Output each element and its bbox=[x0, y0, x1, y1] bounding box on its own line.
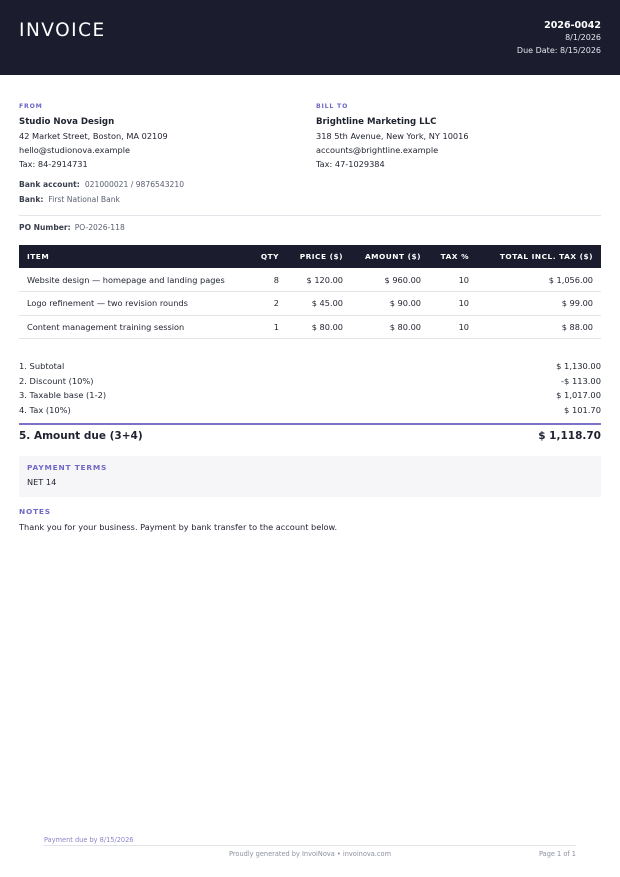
cell-tax: 10 bbox=[429, 315, 477, 339]
discount-row bbox=[19, 374, 601, 389]
footer-payment-due: Payment due by 8/15/2026 bbox=[44, 836, 134, 844]
table-row bbox=[19, 268, 601, 292]
discount-label: 2. Discount (10%) bbox=[19, 375, 94, 386]
cell-qty: 1 bbox=[249, 315, 287, 339]
notes-section bbox=[19, 507, 337, 532]
due-date: Due Date: 8/15/2026 bbox=[516, 45, 601, 55]
bank-account-row bbox=[19, 178, 184, 193]
taxable-base-row bbox=[19, 388, 601, 403]
cell-amount: $ 80.00 bbox=[351, 315, 429, 339]
cell-item: Logo refinement — two revision rounds bbox=[19, 292, 249, 316]
cell-item: Content management training session bbox=[19, 315, 249, 339]
bank-account-label: Bank account: bbox=[19, 180, 80, 189]
subtotal-row bbox=[19, 359, 601, 374]
bill-to-name: Brightline Marketing LLC bbox=[316, 117, 437, 127]
from-email: hello@studionova.example bbox=[19, 145, 131, 155]
bill-to-address: 318 5th Avenue, New York, NY 10016 bbox=[316, 131, 469, 141]
cell-qty: 8 bbox=[249, 268, 287, 292]
table-row bbox=[19, 292, 601, 316]
from-label: FROM bbox=[19, 103, 43, 110]
tax-value: $ 101.70 bbox=[564, 405, 601, 416]
payment-terms-box bbox=[19, 456, 601, 497]
subtotal-value: $ 1,130.00 bbox=[556, 361, 601, 371]
invoice-date: 8/1/2026 bbox=[565, 33, 601, 42]
from-address: 42 Market Street, Boston, MA 02109 bbox=[19, 131, 168, 141]
cell-total: $ 99.00 bbox=[477, 292, 601, 316]
subtotal-label: 1. Subtotal bbox=[19, 361, 65, 371]
po-value: PO-2026-118 bbox=[74, 223, 125, 232]
bank-name-row bbox=[19, 193, 184, 208]
col-header-qty: QTY bbox=[249, 245, 287, 268]
amount-due-label: 5. Amount due (3+4) bbox=[19, 430, 143, 442]
invoice-number: 2026-0042 bbox=[544, 20, 601, 31]
tax-row bbox=[19, 403, 601, 418]
bank-account-value: 021000021 / 9876543210 bbox=[84, 180, 185, 189]
amount-due-row bbox=[19, 430, 601, 442]
bill-to-email: accounts@brightline.example bbox=[316, 145, 439, 155]
payment-terms-label: PAYMENT TERMS bbox=[27, 463, 108, 472]
col-header-total: TOTAL INCL. TAX ($) bbox=[477, 245, 601, 268]
col-header-amount: AMOUNT ($) bbox=[351, 245, 429, 268]
cell-tax: 10 bbox=[429, 292, 477, 316]
taxable-base-label: 3. Taxable base (1-2) bbox=[19, 390, 107, 401]
line-items-table bbox=[19, 245, 601, 339]
po-number bbox=[19, 223, 125, 232]
po-label: PO Number: bbox=[19, 223, 71, 232]
from-section bbox=[19, 103, 299, 171]
col-header-price: PRICE ($) bbox=[287, 245, 351, 268]
bill-to-section bbox=[316, 103, 596, 171]
tax-label: 4. Tax (10%) bbox=[19, 405, 71, 416]
invoice-header bbox=[0, 0, 620, 75]
cell-qty: 2 bbox=[249, 292, 287, 316]
cell-total: $ 88.00 bbox=[477, 315, 601, 339]
cell-item: Website design — homepage and landing pages bbox=[19, 268, 249, 292]
invoice-title: INVOICE bbox=[19, 20, 106, 41]
from-tax: Tax: 84-2914731 bbox=[19, 159, 88, 169]
footer-page-number: Page 1 of 1 bbox=[539, 850, 576, 858]
notes-text: Thank you for your business. Payment by bank transfer to the account below. bbox=[19, 522, 338, 532]
bank-label: Bank: bbox=[19, 194, 44, 204]
cell-tax: 10 bbox=[429, 268, 477, 292]
table-row bbox=[19, 315, 601, 339]
bill-to-label: BILL TO bbox=[316, 103, 349, 110]
col-header-tax: TAX % bbox=[429, 245, 477, 268]
totals-section bbox=[19, 359, 601, 418]
invoice-meta bbox=[517, 20, 601, 57]
table-header-row bbox=[19, 245, 601, 268]
cell-amount: $ 960.00 bbox=[351, 268, 429, 292]
col-header-item: ITEM bbox=[19, 245, 249, 268]
taxable-base-value: $ 1,017.00 bbox=[556, 390, 601, 401]
from-name: Studio Nova Design bbox=[19, 117, 115, 127]
divider bbox=[19, 215, 601, 216]
footer-generated-by: Proudly generated by InvoiNova • invoinova.com bbox=[229, 850, 391, 858]
notes-label: NOTES bbox=[19, 507, 51, 516]
payment-terms-value: NET 14 bbox=[27, 477, 57, 487]
cell-amount: $ 90.00 bbox=[351, 292, 429, 316]
amount-due-value: $ 1,118.70 bbox=[538, 430, 601, 442]
amount-due-divider bbox=[19, 423, 601, 425]
bank-details bbox=[19, 178, 184, 207]
cell-price: $ 120.00 bbox=[287, 268, 351, 292]
bank-value: First National Bank bbox=[48, 194, 120, 204]
cell-price: $ 45.00 bbox=[287, 292, 351, 316]
footer-divider bbox=[44, 845, 576, 846]
discount-value: -$ 113.00 bbox=[561, 375, 601, 386]
cell-total: $ 1,056.00 bbox=[477, 268, 601, 292]
bill-to-tax: Tax: 47-1029384 bbox=[316, 159, 385, 169]
cell-price: $ 80.00 bbox=[287, 315, 351, 339]
